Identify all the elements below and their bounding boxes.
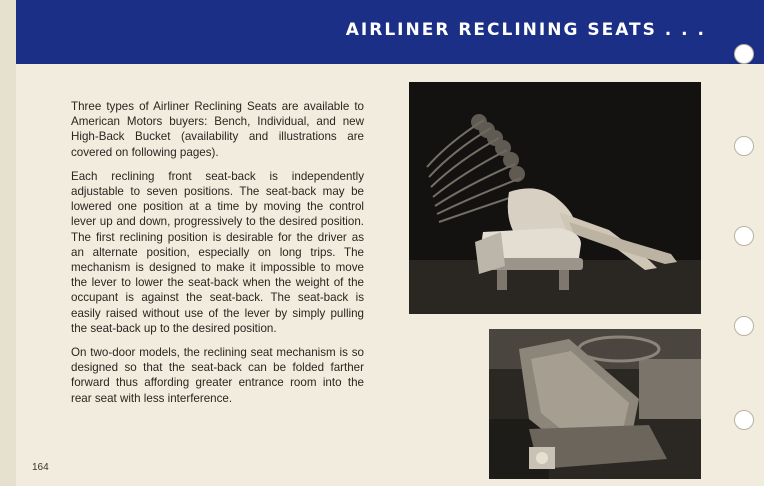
body-text <box>71 99 364 415</box>
binder-hole-1 <box>734 44 754 64</box>
page-title: AIRLINER RECLINING SEATS . . . <box>345 20 706 40</box>
paragraph-adjustment: Each reclining front seat-back is independently adjustable to seven positions. The seat-back may be lowered one position at a time by moving the control lever up and down, progressively to the desired position. The first reclining position is desirable for the driver as an alternate position, especially on long trips. The mechanism is designed to make it impossible to move the lever to lower the seat-back when the weight of the occupant is against the seat-back. The seat-back is easily raised without use of the lever by simply pulling the seat-back up to the desired position. <box>71 169 364 335</box>
header-band <box>16 0 764 64</box>
paragraph-intro: Three types of Airliner Reclining Seats are available to American Motors buyers: Bench, Individual, and new High-Back Bucket (availability and illustrations are covered on following pages). <box>71 100 364 159</box>
folded-seat-photo <box>489 329 701 479</box>
paragraph-two-door: On two-door models, the reclining seat mechanism is so designed so that the seat-back can be folded farther forward thus affording greater entrance room into the rear seat with less interference. <box>71 346 364 405</box>
binder-hole-2 <box>734 136 754 156</box>
reclining-seat-photo <box>409 82 701 314</box>
binder-hole-3 <box>734 226 754 246</box>
binder-hole-4 <box>734 316 754 336</box>
page-number: 164 <box>32 462 49 473</box>
page-spine-edge <box>0 0 16 486</box>
reclining-seat-illustration <box>409 82 701 314</box>
binder-hole-5 <box>734 410 754 430</box>
folded-seat-illustration <box>489 329 701 479</box>
